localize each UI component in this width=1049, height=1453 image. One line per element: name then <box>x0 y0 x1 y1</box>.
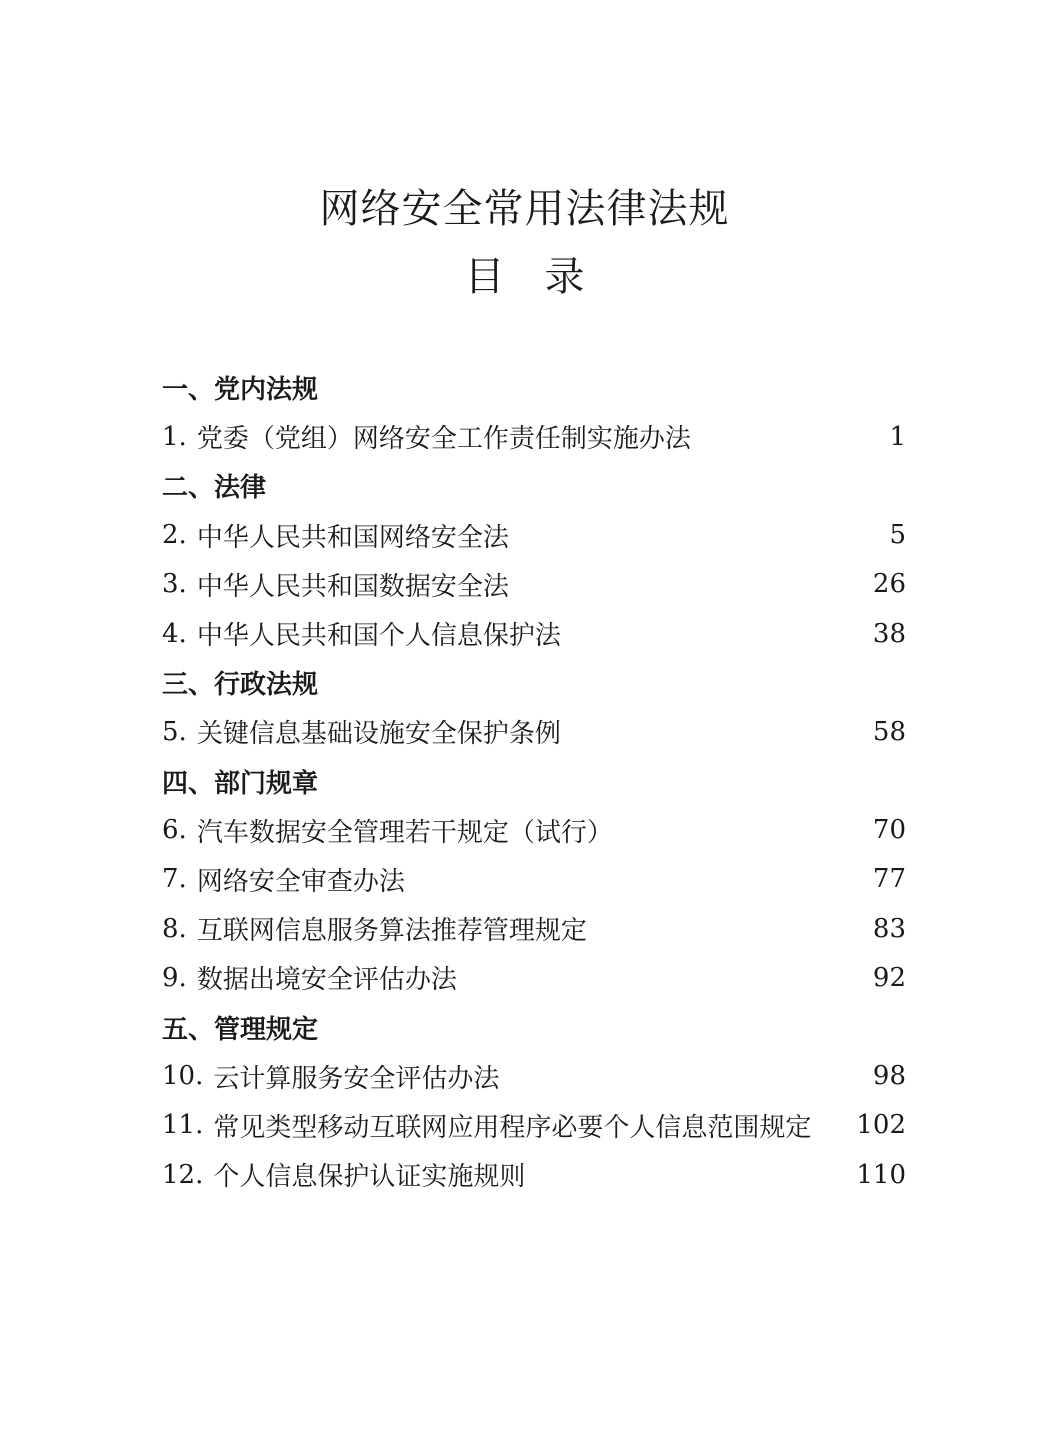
document-title: 网络安全常用法律法规 <box>319 186 730 232</box>
toc-entry[interactable] <box>162 609 906 658</box>
toc-entry[interactable] <box>162 1052 906 1101</box>
toc-entry-page-number: 102 <box>856 1110 906 1141</box>
toc-entry-title: 互联网信息服务算法推荐管理规定 <box>196 916 587 947</box>
toc-entry-title: 中华人民共和国网络安全法 <box>196 522 509 553</box>
toc-entry-page-number: 83 <box>872 913 906 944</box>
dot-leader <box>815 1112 852 1138</box>
toc-entry[interactable] <box>162 855 906 904</box>
toc-entry-number: 3. <box>162 569 187 600</box>
toc-entry-title: 中华人民共和国个人信息保护法 <box>196 621 561 652</box>
toc-entry-title: 汽车数据安全管理若干规定（试行） <box>196 817 613 848</box>
toc-entry-number: 12. <box>162 1159 204 1190</box>
dot-leader <box>409 866 869 892</box>
toc-section-heading: 三、行政法规 <box>162 670 319 701</box>
toc-entry-number: 7. <box>162 864 187 895</box>
dot-leader <box>513 571 869 597</box>
toc-entry[interactable] <box>162 953 906 1002</box>
toc-section-heading: 五、管理规定 <box>162 1014 319 1045</box>
dot-leader <box>591 916 869 942</box>
toc-entry-title: 关键信息基础设施安全保护条例 <box>196 719 561 750</box>
toc-entry-title: 党委（党组）网络安全工作责任制实施办法 <box>196 424 691 455</box>
dot-leader <box>503 1063 869 1089</box>
toc-entry[interactable] <box>162 806 906 855</box>
dot-leader <box>513 522 886 548</box>
toc-entry-number: 5. <box>162 716 187 747</box>
dot-leader <box>461 965 869 991</box>
toc-entry-title: 中华人民共和国数据安全法 <box>196 571 509 602</box>
toc-entry-page-number: 26 <box>872 569 906 600</box>
toc-entry-number: 2. <box>162 520 187 551</box>
toc-entry-title: 个人信息保护认证实施规则 <box>213 1162 526 1193</box>
toc-entry[interactable] <box>162 707 906 756</box>
toc-entry[interactable] <box>162 1101 906 1150</box>
toc-section-heading: 一、党内法规 <box>162 375 319 406</box>
toc-entry[interactable] <box>162 1150 906 1199</box>
toc-entry-title: 数据出境安全评估办法 <box>196 965 457 996</box>
dot-leader <box>695 424 886 450</box>
toc-entry-page-number: 70 <box>872 815 906 846</box>
toc-heading-right: 录 <box>544 254 585 300</box>
toc-entry-number: 4. <box>162 618 187 649</box>
toc-entry-page-number: 58 <box>872 716 906 747</box>
toc-entry-page-number: 110 <box>856 1159 906 1190</box>
toc-entry-page-number: 98 <box>872 1061 906 1092</box>
toc-entry[interactable] <box>162 412 906 461</box>
toc-entry-number: 11. <box>162 1110 204 1141</box>
toc-entry-number: 1. <box>162 421 187 452</box>
toc-entry-title: 常见类型移动互联网应用程序必要个人信息范围规定 <box>213 1112 812 1143</box>
toc-entry-page-number: 5 <box>889 520 906 551</box>
toc-entry-title: 网络安全审查办法 <box>196 866 405 897</box>
dot-leader <box>617 817 869 843</box>
toc-heading <box>0 252 1049 302</box>
toc-entry-number: 10. <box>162 1061 204 1092</box>
toc-entry-page-number: 38 <box>872 618 906 649</box>
toc-entry-title: 云计算服务安全评估办法 <box>213 1063 500 1094</box>
dot-leader <box>565 621 869 647</box>
toc-entry-page-number: 1 <box>889 421 906 452</box>
dot-leader <box>529 1162 852 1188</box>
toc-entry-number: 9. <box>162 962 187 993</box>
toc-entry-page-number: 92 <box>872 962 906 993</box>
table-of-contents <box>162 363 906 1199</box>
dot-leader <box>565 719 869 745</box>
toc-section-heading: 二、法律 <box>162 473 267 504</box>
toc-entry-page-number: 77 <box>872 864 906 895</box>
toc-entry[interactable] <box>162 904 906 953</box>
toc-entry[interactable] <box>162 511 906 560</box>
toc-entry[interactable] <box>162 560 906 609</box>
toc-section-heading: 四、部门规章 <box>162 768 319 799</box>
toc-entry-number: 8. <box>162 913 187 944</box>
toc-entry-number: 6. <box>162 815 187 846</box>
toc-heading-left: 目 <box>464 254 505 300</box>
